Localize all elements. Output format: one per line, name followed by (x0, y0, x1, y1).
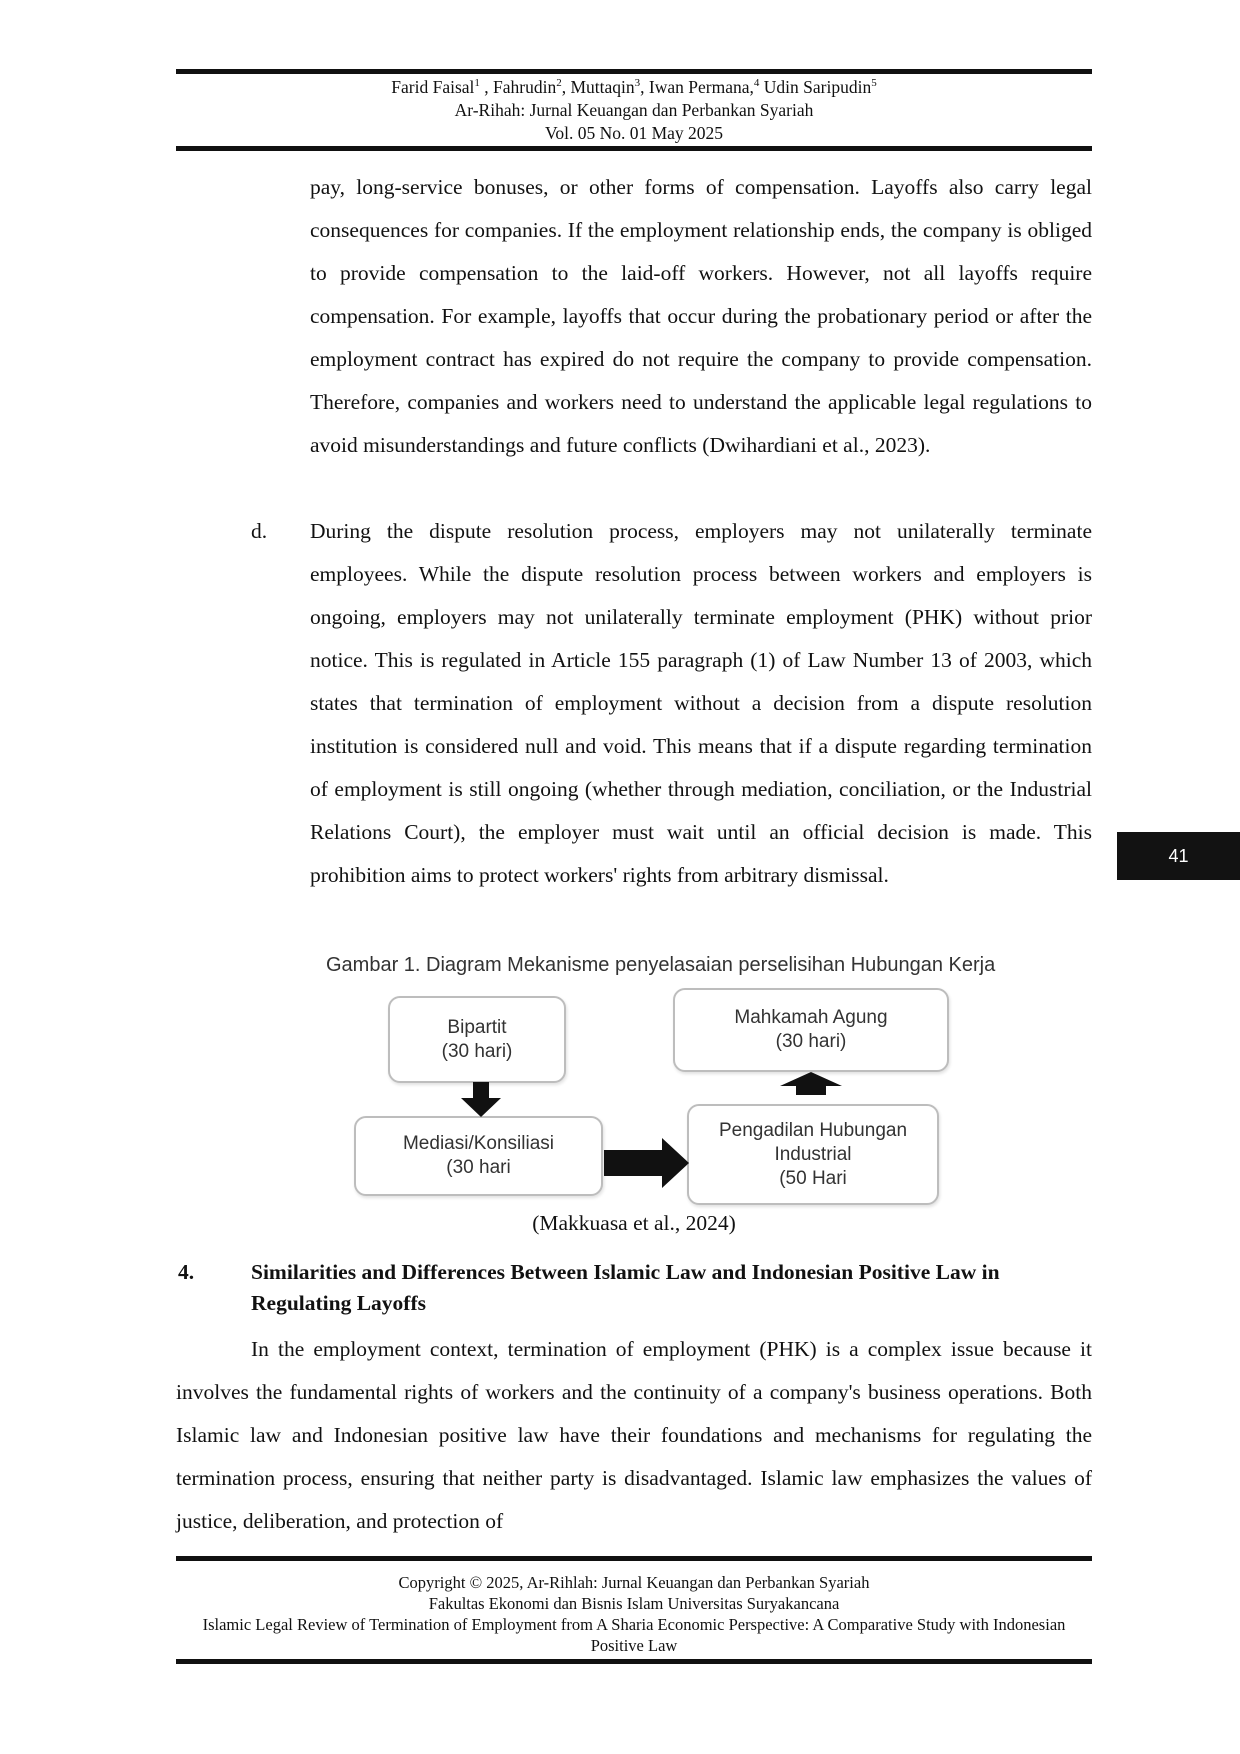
footer-article-title: Islamic Legal Review of Termination of Employment from A Sharia Economic Perspective: A Comparative Study with Indonesian Positive Law (202, 1615, 1066, 1655)
header-volume: Vol. 05 No. 01 May 2025 (544, 123, 724, 143)
footer-faculty: Fakultas Ekonomi dan Bisnis Islam Universitas Suryakancana (428, 1594, 840, 1613)
list-item-c-continuation: pay, long-service bonuses, or other forms of compensation. Layoffs also carry legal consequences for companies. If the employment relationship ends, the company is obliged to provide compensation to the laid-off workers. However, not all layoffs require compensation. For example, layoffs that occur during the probationary period or after the employment contract has expired do not require the company to provide compensation. Therefore, companies and workers need to understand the applicable legal regulations to avoid misunderstandings and future conflicts (Dwihardiani et al., 2023). (310, 175, 1092, 457)
pengadilan-label-1: Pengadilan Hubungan (718, 1119, 908, 1141)
mahkamah-agung-box (673, 988, 949, 1072)
arrow-right-icon (604, 1138, 690, 1188)
bipartit-label: Bipartit (447, 1016, 507, 1038)
section-paragraph: In the employment context, termination of employment (PHK) is a complex issue because it involves the fundamental rights of workers and the continuity of a company's business operations. Both Islamic law and Indonesian positive law have their foundations and mechanisms for regulating the termination process, ensuring that neither party is disadvantaged. Islamic law emphasizes the values of justice, deliberation, and protection of (176, 1337, 1092, 1533)
bipartit-box (388, 996, 566, 1083)
mediasi-label: Mediasi/Konsiliasi (402, 1133, 554, 1154)
mahkamah-agung-label: Mahkamah Agung (734, 1007, 888, 1028)
footer-copyright: Copyright © 2025, Ar-Rihlah: Jurnal Keuangan dan Perbankan Syariah (398, 1573, 870, 1592)
list-marker-d: d. (251, 519, 268, 543)
mediasi-konsiliasi-box (354, 1116, 603, 1196)
section-title: Similarities and Differences Between Islamic Law and Indonesian Positive Law in Regulating Layoffs (251, 1260, 1000, 1315)
bipartit-duration: (30 hari) (441, 1040, 513, 1062)
header-bottom-rule (176, 146, 1092, 151)
arrow-down-icon (460, 1082, 502, 1118)
figure-caption: Gambar 1. Diagram Mekanisme penyelasaian perselisihan Hubungan Kerja (326, 954, 996, 976)
pengadilan-label-2: Industrial (774, 1143, 852, 1165)
pengadilan-duration: (50 Hari (779, 1167, 847, 1189)
header-authors: Farid Faisal$^1$ , Fahrudin$^2$, Muttaqin$^3$, Iwan Permana,$^4$ Udin Saripudin$^5$ (391, 77, 877, 97)
header-top-rule (176, 69, 1092, 74)
section-number: 4. (178, 1260, 195, 1284)
arrow-up-icon (779, 1072, 843, 1096)
footer-top-rule (176, 1556, 1092, 1561)
mahkamah-agung-duration: (30 hari) (775, 1031, 847, 1052)
footer-bottom-rule (176, 1659, 1092, 1664)
pengadilan-hubungan-industrial-box (687, 1104, 939, 1205)
list-item-d: During the dispute resolution process, employers may not unilaterally terminate employees. While the dispute resolution process between workers and employers is ongoing, employers may not unilaterally terminate employment (PHK) without prior notice. This is regulated in Article 155 paragraph (1) of Law Number 13 of 2003, which states that termination of employment without a decision from a dispute resolution institution is considered null and void. This means that if a dispute regarding termination of employment is still ongoing (whether through mediation, conciliation, or the Industrial Relations Court), the employer must wait until an official decision is made. This prohibition aims to protect workers' rights from arbitrary dismissal. (310, 519, 1092, 887)
figure-source: (Makkuasa et al., 2024) (532, 1211, 736, 1235)
page-number-tab: 41 (1117, 832, 1240, 880)
header-journal: Ar-Rihah: Jurnal Keuangan dan Perbankan Syariah (454, 100, 814, 120)
mediasi-duration: (30 hari (446, 1157, 511, 1178)
